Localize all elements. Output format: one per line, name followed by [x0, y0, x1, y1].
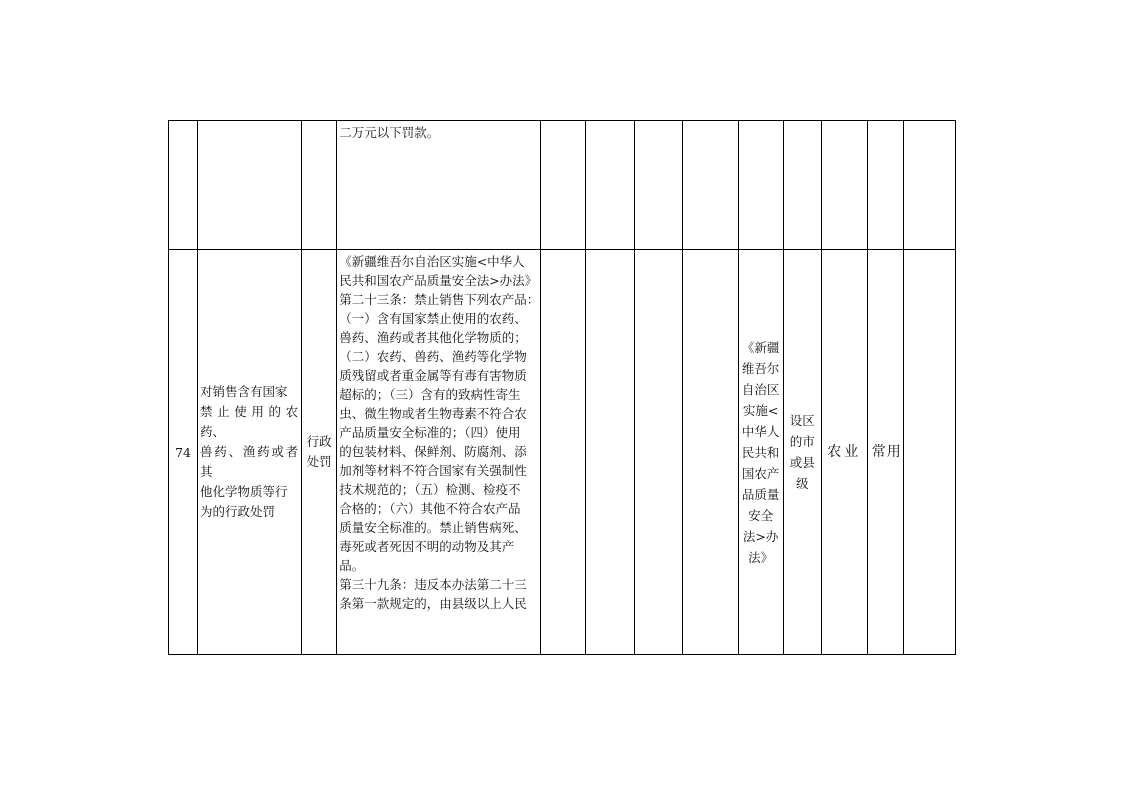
law-name-line: 维吾尔	[741, 360, 780, 376]
law-name-line: 法>办	[742, 528, 779, 544]
cell-blank-3	[634, 121, 682, 250]
law-name-line: 安全	[748, 507, 774, 523]
basis-continuation-text: 二万元以下罚款。	[339, 125, 440, 140]
basis-line: （二）农药、兽药、渔药等化学物	[339, 349, 527, 364]
cell-category	[302, 121, 337, 250]
cell-item-name	[198, 121, 302, 250]
cell-blank-2	[586, 250, 634, 655]
basis-line: 的包装材料、保鲜剂、防腐剂、添	[339, 444, 527, 459]
law-name-line: 法》	[748, 549, 774, 565]
category-line: 处罚	[306, 454, 332, 469]
level-line: 级	[795, 476, 809, 491]
basis-line: 条第一款规定的，由县级以上人民	[339, 596, 527, 611]
item-category	[302, 250, 337, 655]
basis-line: 质量安全标准的。禁止销售病死、	[339, 520, 527, 535]
law-name-line: 自治区	[741, 381, 780, 397]
basis-line: 虫、微生物或者生物毒素不符合农	[339, 406, 527, 421]
cell-blank-1	[541, 121, 586, 250]
table-row-continuation	[169, 121, 956, 250]
item-jurisdiction-level	[783, 250, 821, 655]
item-law-name	[738, 250, 783, 655]
item-name-line: 为的行政处罚	[200, 504, 276, 519]
level-line: 或县	[789, 455, 815, 470]
basis-line: 《新疆维吾尔自治区实施<中华人	[339, 254, 525, 269]
cell-department	[821, 121, 867, 250]
basis-line: 技术规范的；（五）检测、检疫不	[339, 482, 521, 497]
cell-frequency	[867, 121, 903, 250]
law-name-line: 《新疆	[741, 339, 780, 355]
cell-level	[783, 121, 821, 250]
item-number: 74	[169, 250, 198, 655]
basis-line: 超标的；（三）含有的致病性寄生	[339, 387, 521, 402]
law-name-line: 民共和	[741, 444, 780, 460]
item-name-line: 他化学物质等行	[200, 484, 288, 499]
basis-line: 毒死或者死因不明的动物及其产	[339, 539, 515, 554]
item-legal-basis	[337, 250, 541, 655]
basis-line: 加剂等材料不符合国家有关强制性	[339, 463, 527, 478]
basis-line: 合格的；（六）其他不符合农产品	[339, 501, 521, 516]
cell-law-name	[738, 121, 783, 250]
item-name	[198, 250, 302, 655]
item-department: 农业	[821, 250, 867, 655]
cell-blank-2	[586, 121, 634, 250]
basis-line: 兽药、渔药或者其他化学物质的；	[339, 330, 527, 345]
item-name-line: 对销售含有国家	[200, 384, 288, 399]
cell-number	[169, 121, 198, 250]
cell-blank-4	[682, 121, 738, 250]
level-line: 的市	[789, 434, 815, 449]
item-frequency: 常用	[867, 250, 903, 655]
law-name-line: 品质量	[741, 486, 780, 502]
basis-line: 产品质量安全标准的；（四）使用	[339, 425, 521, 440]
basis-line: 质残留或者重金属等有毒有害物质	[339, 368, 527, 383]
basis-line: 第二十三条：禁止销售下列农产品：	[339, 292, 540, 307]
level-line: 设区	[789, 413, 815, 428]
cell-blank-4	[682, 250, 738, 655]
table-row-74	[169, 250, 956, 655]
cell-blank-3	[634, 250, 682, 655]
cell-remarks	[903, 250, 955, 655]
law-name-line: 国农产	[741, 465, 780, 481]
cell-basis	[337, 121, 541, 250]
law-name-line: 中华人	[741, 423, 780, 439]
enforcement-items-table	[168, 120, 956, 655]
law-name-line: 实施<	[742, 402, 779, 418]
item-name-line: 禁止使用的农药、	[200, 404, 299, 439]
item-name-line: 兽药、渔药或者其	[200, 444, 299, 479]
basis-line: 民共和国农产品质量安全法>办法》	[339, 273, 538, 288]
cell-remarks	[903, 121, 955, 250]
basis-line: 品。	[339, 558, 365, 573]
cell-blank-1	[541, 250, 586, 655]
category-line: 行政	[306, 434, 332, 449]
basis-line: 第三十九条：违反本办法第二十三	[339, 577, 527, 592]
basis-line: （一）含有国家禁止使用的农药、	[339, 311, 527, 326]
